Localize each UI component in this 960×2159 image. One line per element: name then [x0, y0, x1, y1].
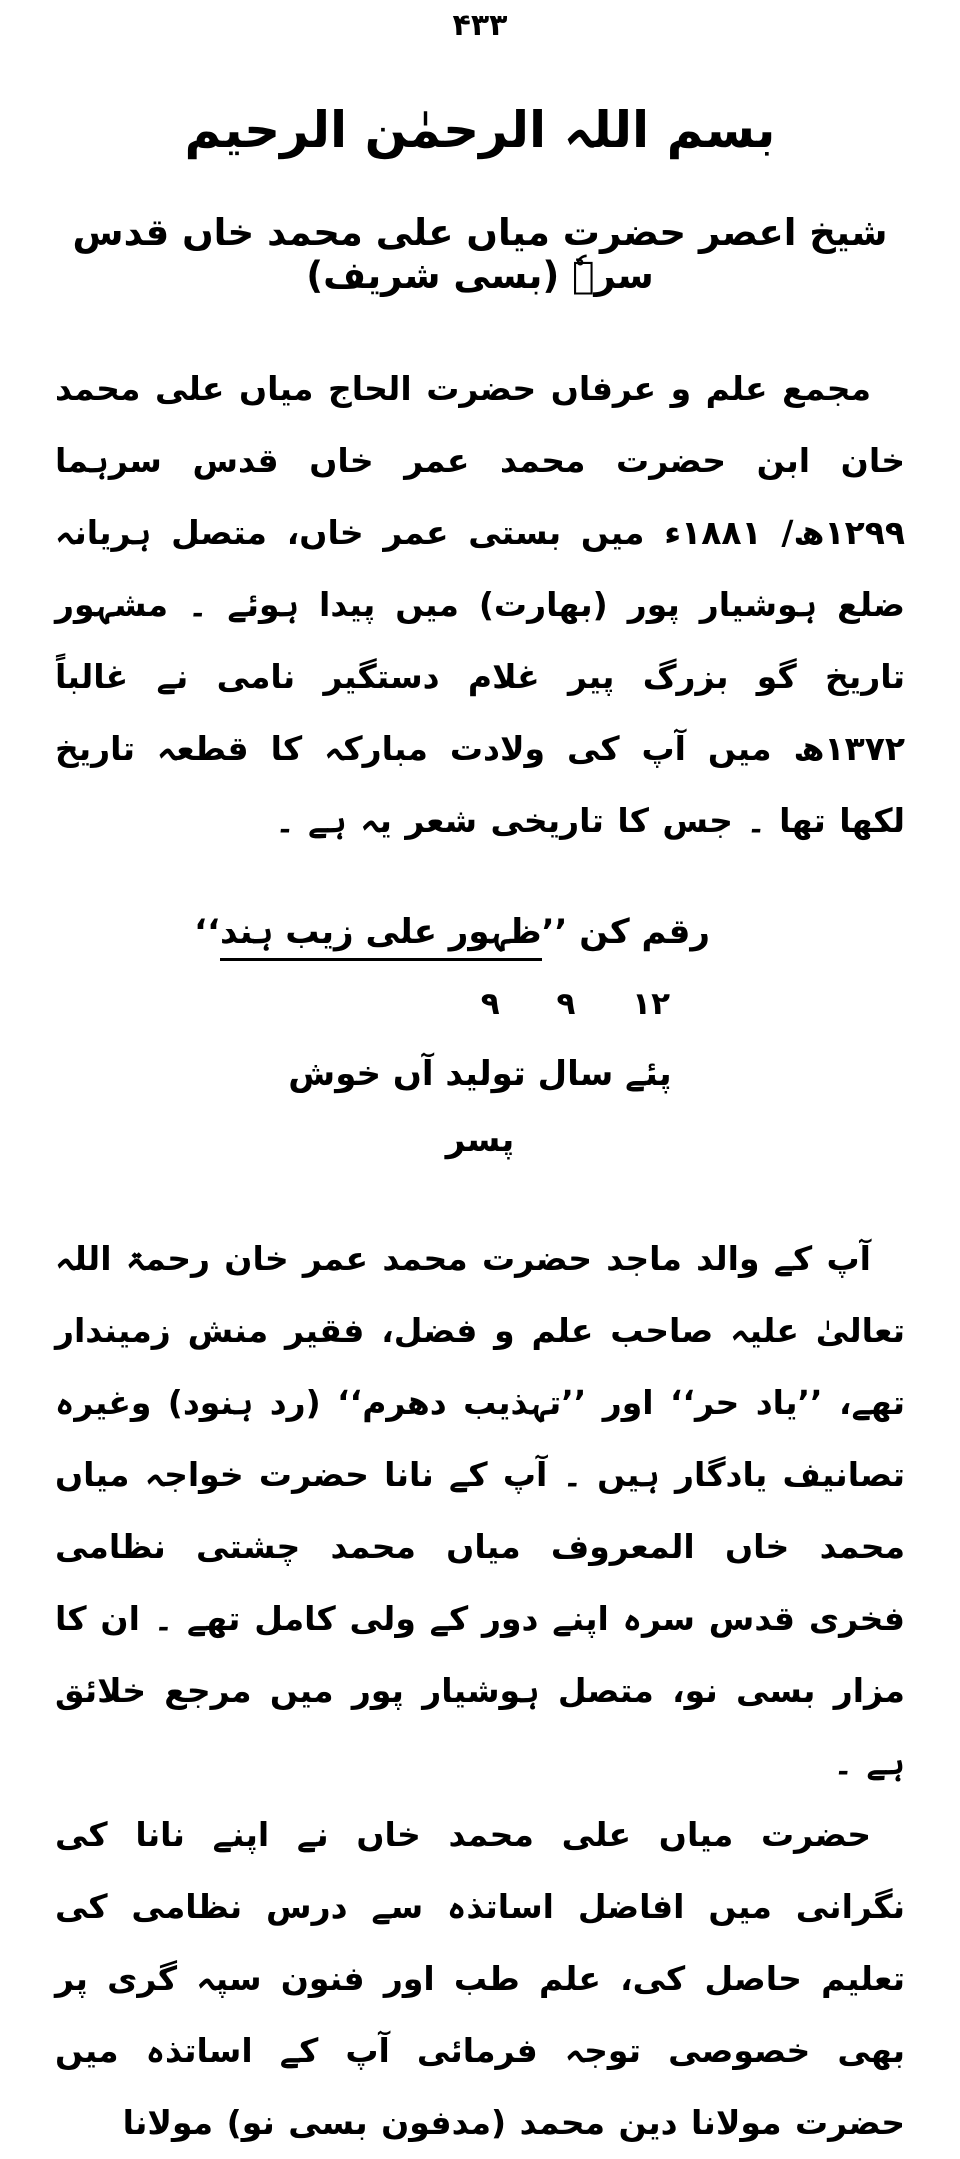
bismillah-text: بسم اللہ الرحمٰن الرحیم [184, 101, 776, 159]
chronogram-first-verse [194, 899, 710, 965]
paragraph-family-details: آپ کے والد ماجد حضرت محمد عمر خان رحمۃ اللہ تعالیٰ علیہ صاحب علم و فضل، فقیر منش زمیندار تھے، ’’یاد حر‘‘ اور ’’تہذیب دھرم‘‘ (رد ہنود) وغیرہ تصانیف یادگار ہیں ۔ آپ کے نانا حضرت خواجہ میاں محمد خاں المعروف میاں محمد چشتی نظامی فخری قدس سرہ اپنے دور کے ولی کامل تھے ۔ ان کا مزار بسی نو، متصل ہوشیار پور میں مرجع خلائق ہے ۔ [55, 1239, 905, 1782]
chronogram-block [194, 899, 710, 1173]
chronogram-verse-prefix: رقم کن ’’ [541, 912, 710, 952]
chronogram-verse-suffix: ‘‘ [194, 912, 220, 952]
chronogram-year-digits: ۱۲ ۹ ۹ [480, 986, 670, 1022]
chronogram-second-verse: پئے سال تولید آں خوش پسر [288, 1054, 672, 1160]
book-page [55, 0, 905, 2159]
chapter-heading: شیخ اعصر حضرت میاں علی محمد خاں قدس سرہٗ (بسی شریف) [72, 211, 888, 297]
chronogram-title-underlined: ظہور علی زیب ہند [220, 912, 542, 961]
paragraph-birth-details: مجمع علم و عرفاں حضرت الحاج میاں علی محمد خان ابن حضرت محمد عمر خاں قدس سرہما ۱۲۹۹ھ/ ۱۸۸۱ء میں بستی عمر خاں، متصل ہریانہ ضلع ہوشیار پور (بھارت) میں پیدا ہوئے ۔ مشہور تاریخ گو بزرگ پیر غلام دستگیر نامی نے غالباً ۱۳۷۲ھ میں آپ کی ولادت مبارکہ کا قطعہ تاریخ لکھا تھا ۔ جس کا تاریخی شعر یہ ہے ۔ [55, 369, 905, 840]
paragraph-education-details: حضرت میاں علی محمد خاں نے اپنے نانا کی نگرانی میں افاضل اساتذہ سے درس نظامی کی تعلیم حاصل کی، علم طب اور فنون سپہ گری پر بھی خصوصی توجہ فرمائی آپ کے اساتذہ میں حضرت مولانا دین محمد (مدفون بسی نو) مولانا [55, 1815, 905, 2142]
page-number: ۴۳۳ [452, 8, 508, 43]
